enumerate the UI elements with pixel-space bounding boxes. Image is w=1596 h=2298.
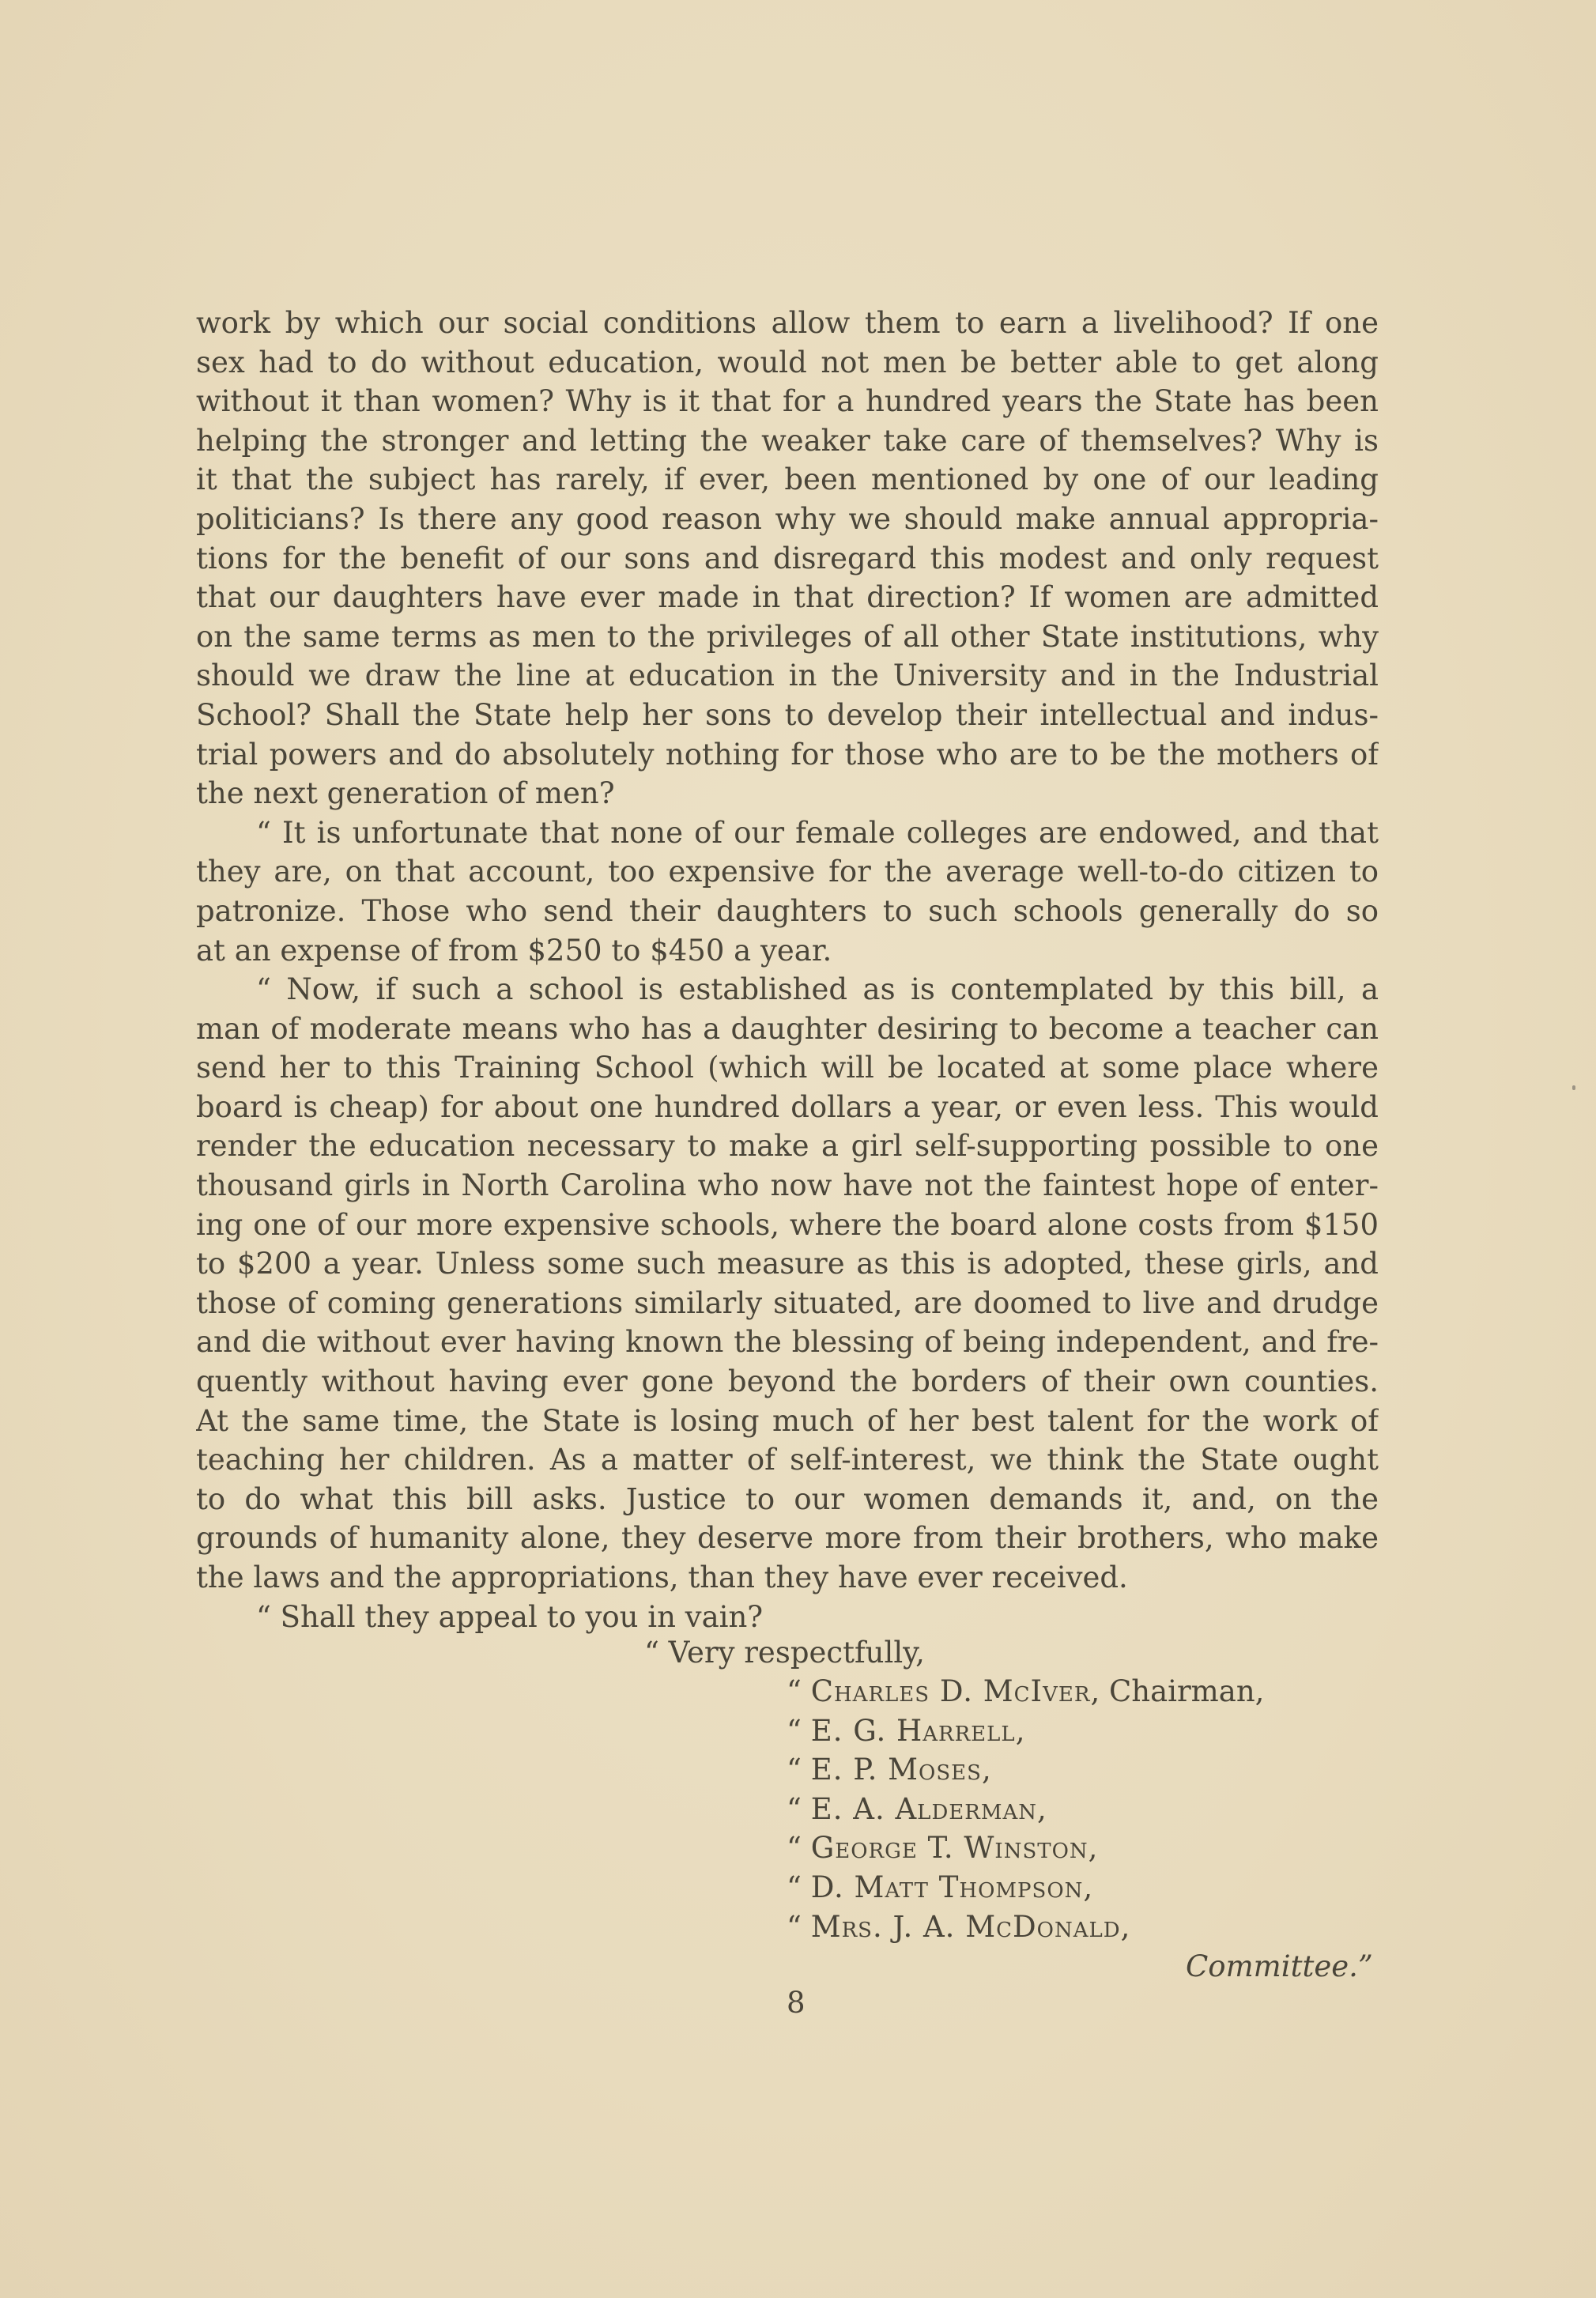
open-quote: “ (787, 1753, 802, 1787)
signer-suffix: , (1037, 1791, 1047, 1826)
text-line: to do what this bill asks. Justice to our women demands it, and, on the (196, 1481, 1379, 1516)
signer-line (787, 1790, 1264, 1829)
signer-line (787, 1750, 1264, 1790)
text-line: man of moderate means who has a daughter desiring to become a teacher can (196, 1011, 1379, 1046)
text-line: “ Now, if such a school is established as is contemplated by this bill, a (256, 972, 1379, 1007)
text-line: At the same time, the State is losing much of her best talent for the work of (196, 1403, 1379, 1438)
open-quote: “ (787, 1870, 802, 1904)
text-line: thousand girls in North Carolina who now have not the faintest hope of enter- (196, 1168, 1379, 1203)
text-line: grounds of humanity alone, they deserve more from their brothers, who make (196, 1521, 1379, 1556)
text-line: to $200 a year. Unless some such measure as this is adopted, these girls, and (196, 1247, 1379, 1281)
signer-name: E. P. Moses (810, 1753, 982, 1787)
open-quote: “ (787, 1909, 802, 1944)
text-line: they are, on that account, too expensive for the average well-to-do citizen to (196, 855, 1379, 889)
closing-salutation: “ Very respectfully, (644, 1636, 925, 1670)
text-line: and die without ever having known the blessing of being independent, and fre- (196, 1325, 1379, 1360)
open-quote: “ (787, 1713, 802, 1748)
paragraph-2 (196, 813, 1379, 970)
signer-line (787, 1907, 1264, 1947)
page-number: 8 (787, 1986, 806, 2020)
signer-line (787, 1868, 1264, 1907)
signer-suffix: , (1088, 1831, 1098, 1866)
text-line: at an expense of from $250 to $450 a year. (196, 933, 832, 968)
text-line: quently without having ever gone beyond the borders of their own counties. (196, 1364, 1379, 1399)
text-line: on the same terms as men to the privileges of all other State institutions, why (196, 619, 1379, 654)
text-line: ing one of our more expensive schools, where the board alone costs from $150 (196, 1207, 1379, 1242)
text-line: should we draw the line at education in the University and in the Industrial (196, 658, 1379, 693)
paragraph-4 (196, 1598, 1379, 1637)
text-line: tions for the benefit of our sons and disregard this modest and only request (196, 541, 1379, 575)
signer-suffix: , (1083, 1870, 1093, 1904)
text-line: those of coming generations similarly situated, are doomed to live and drudge (196, 1285, 1379, 1320)
signer-name: E. G. Harrell (810, 1713, 1016, 1748)
signer-name: George T. Winston (810, 1831, 1089, 1866)
signer-suffix: , (1120, 1909, 1130, 1944)
signer-suffix: , Chairman, (1090, 1674, 1265, 1708)
text-line: sex had to do without education, would not men be better able to get along (196, 345, 1379, 379)
text-line: the laws and the appropriations, than they have ever received. (196, 1560, 1128, 1594)
text-line: patronize. Those who send their daughters to such schools generally do so (196, 893, 1379, 928)
paragraph-3 (196, 970, 1379, 1598)
text-line: helping the stronger and letting the weaker take care of themselves? Why is (196, 423, 1379, 458)
open-quote: “ (787, 1674, 802, 1708)
signer-line (787, 1711, 1264, 1751)
text-line: “ It is unfortunate that none of our female colleges are endowed, and that (256, 815, 1379, 850)
text-line: “ Shall they appeal to you in vain? (256, 1599, 764, 1634)
text-line: without it than women? Why is it that for a hundred years the State has been (196, 384, 1379, 419)
signer-name: Charles D. McIver (810, 1674, 1091, 1708)
signer-name: D. Matt Thompson (810, 1870, 1084, 1904)
text-line: School? Shall the State help her sons to develop their intellectual and indus- (196, 697, 1379, 732)
committee-label: Committee.” (1186, 1949, 1373, 1983)
body-text (196, 304, 1379, 1636)
text-line: politicians? Is there any good reason why we should make annual appropria- (196, 501, 1379, 536)
paper-speck (1572, 1085, 1575, 1090)
signer-suffix: , (981, 1753, 991, 1787)
text-line: render the education necessary to make a girl self-supporting possible to one (196, 1129, 1379, 1164)
text-line: trial powers and do absolutely nothing for those who are to be the mothers of (196, 737, 1379, 772)
signer-name: E. A. Alderman (810, 1791, 1037, 1826)
signer-line (787, 1828, 1264, 1868)
text-line: board is cheap) for about one hundred dollars a year, or even less. This would (196, 1089, 1379, 1124)
signer-name: Mrs. J. A. McDonald (810, 1909, 1121, 1944)
signer-line (787, 1672, 1264, 1711)
text-line: send her to this Training School (which will be located at some place where (196, 1051, 1379, 1085)
text-line: the next generation of men? (196, 776, 615, 811)
signature-list (787, 1672, 1264, 1946)
open-quote: “ (787, 1791, 802, 1826)
signer-suffix: , (1015, 1713, 1025, 1748)
open-quote: “ (787, 1831, 802, 1866)
text-line: teaching her children. As a matter of self-interest, we think the State ought (196, 1443, 1379, 1477)
text-line: work by which our social conditions allow them to earn a livelihood? If one (196, 306, 1379, 340)
paragraph-1 (196, 304, 1379, 813)
text-line: it that the subject has rarely, if ever, been mentioned by one of our leading (196, 462, 1379, 497)
text-line: that our daughters have ever made in that direction? If women are admitted (196, 580, 1379, 615)
